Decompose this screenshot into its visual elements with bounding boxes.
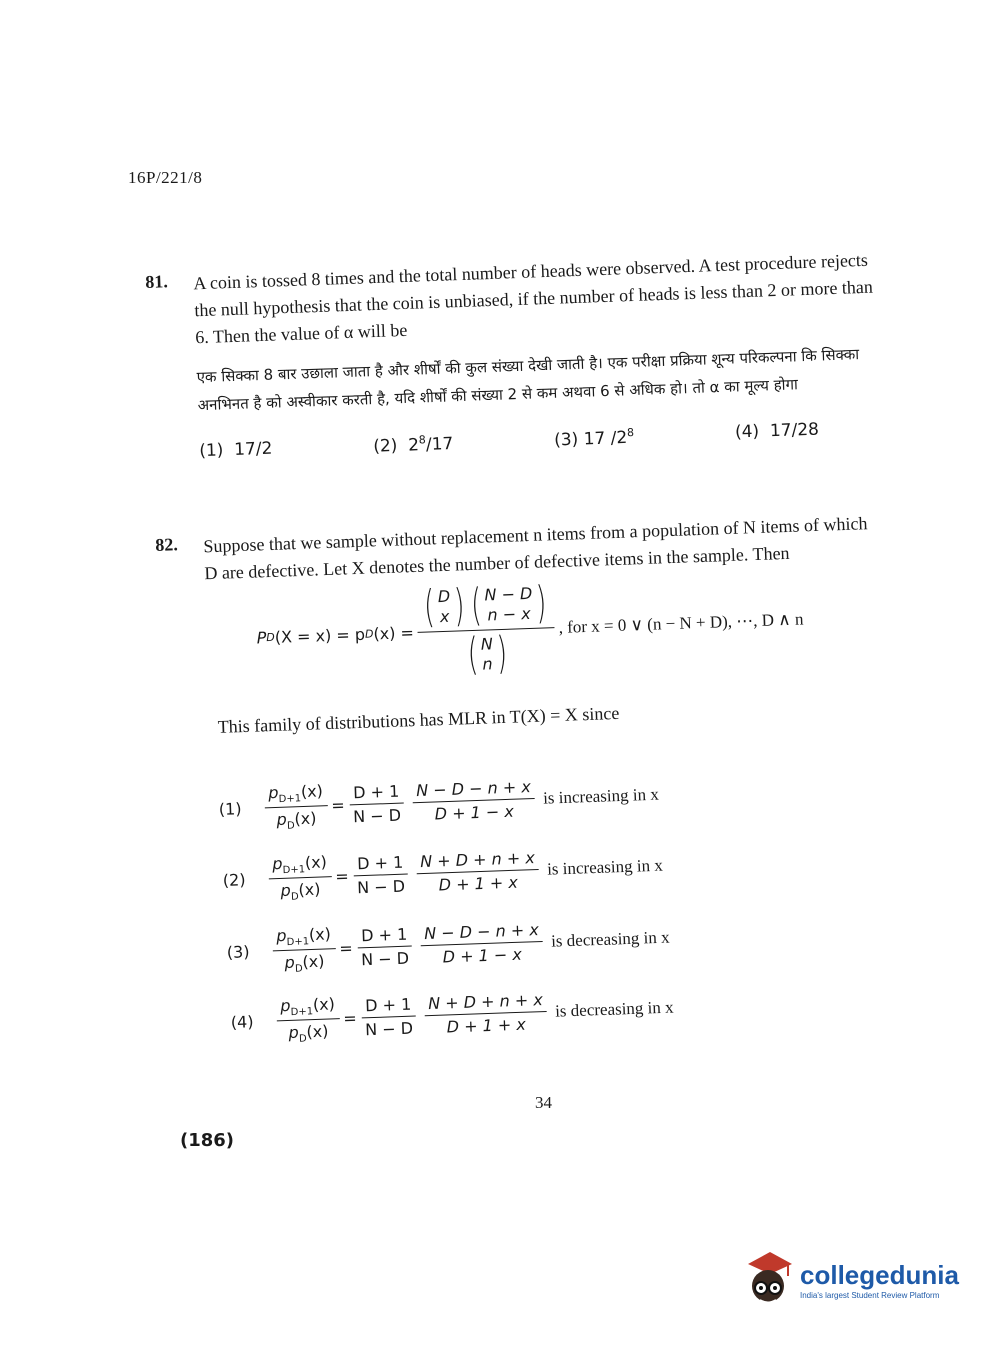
paper-code: 16P/221/8 — [128, 168, 203, 187]
question-82 — [155, 509, 898, 743]
question-81 — [145, 247, 879, 465]
q82-option-4[interactable]: (4) $\frac{p_{D+1}(x)}{p_D(x)}$ = $\frac{D + 1}{N - D}$ $\frac{N + D + n + x}{D + 1 + x}$ is decreasing in x — [230, 990, 674, 1045]
booklet-code: (186) — [180, 1130, 235, 1151]
question-number: 82. — [155, 534, 179, 555]
pmf-formula: P D (X = x) = p D (x) = ( D x ) ( N − D n − x ) ( N n ) , for x = 0 ∨ (n − N + D), ⋯, D ∧ n — [256, 577, 804, 681]
question-text-hi: एक सिक्का 8 बार उछाला जाता है और शीर्षों की कुल संख्या देखी जाती है। एक परीक्षा प्रक्रिया शून्य परिकल्पना कि सिक्का अनभिनत है को अस्वीकार करती है, यदि शीर्षों की संख्या 2 से कम अथवा 6 से अधिक हो। तो α का मूल्य होगा — [196, 345, 860, 415]
collegedunia-logo[interactable] — [740, 1250, 959, 1310]
question-text-en: Suppose that we sample without replacement n items from a population of N items of which D are defective. Let X denotes the number of defective items in the sample. Then — [203, 513, 868, 584]
binomial-n-n: ( N n ) — [466, 627, 508, 681]
question-text-en: A coin is tossed 8 times and the total number of heads were observed. A test procedure rejects the null hypothesis that the coin is unbiased, if the number of heads is less than 2 or more than 6. Then the value of α will be — [193, 249, 874, 348]
question-number: 81. — [145, 271, 169, 292]
option-2[interactable]: (2) $2^8/17$ — [372, 433, 454, 457]
option-4[interactable]: (4) 17/28 — [734, 419, 820, 443]
binomial-nd-nx: ( N − D n − x ) — [470, 577, 548, 631]
mascot-icon — [740, 1250, 796, 1310]
logo-wordmark: collegedunia — [800, 1259, 959, 1290]
q82-option-2[interactable]: (2) $\frac{p_{D+1}(x)}{p_D(x)}$ = $\frac{D + 1}{N - D}$ $\frac{N + D + n + x}{D + 1 + x}$ is increasing in x — [222, 848, 664, 903]
option-3[interactable]: (3) 17 $/2^8$ — [553, 426, 635, 451]
page-number: 34 — [535, 1093, 552, 1112]
binomial-d-x: ( D x ) — [423, 580, 466, 633]
q82-option-1[interactable]: (1) $\frac{p_{D+1}(x)}{p_D(x)}$ = $\frac{D + 1}{N - D}$ $\frac{N - D - n + x}{D + 1 - x}$ is increasing in x — [218, 777, 660, 832]
mlr-statement: This family of distributions has MLR in T(X) = X since — [217, 702, 620, 737]
q82-option-3[interactable]: (3) $\frac{p_{D+1}(x)}{p_D(x)}$ = $\frac{D + 1}{N - D}$ $\frac{N - D - n + x}{D + 1 - x}$ is decreasing in x — [226, 920, 670, 975]
options-list — [199, 420, 819, 463]
logo-tagline: India's largest Student Review Platform — [800, 1290, 940, 1300]
option-1[interactable]: (1) 17/2 — [198, 438, 273, 462]
